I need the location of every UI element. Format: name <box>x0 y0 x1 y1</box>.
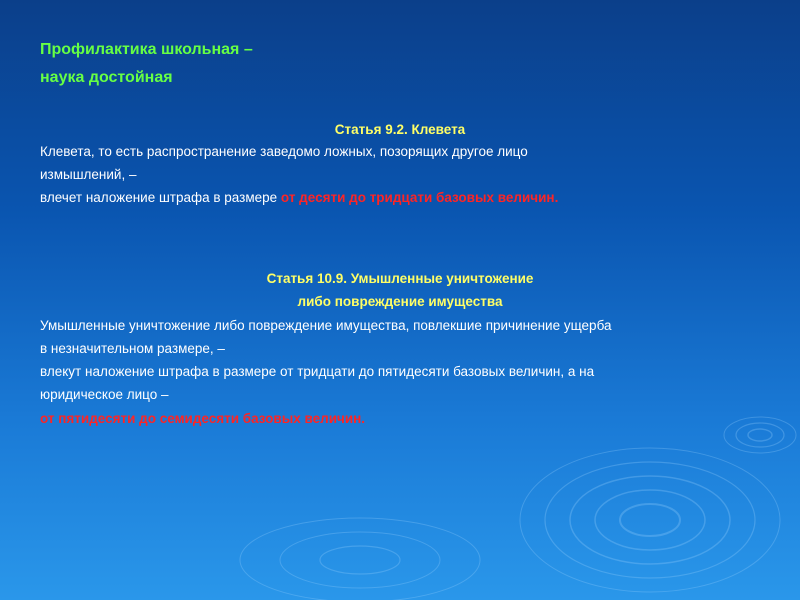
slide-title-line-2: наука достойная <box>40 69 173 86</box>
article-9-2-text-line-2: измышлений, – <box>40 167 137 182</box>
article-10-9-text-line-1: Умышленные уничтожение либо повреждение имущества, повлекшие причинение ущерба <box>40 318 612 333</box>
article-9-2-penalty-prefix: влечет наложение штрафа в размере <box>40 190 281 205</box>
article-9-2-text-line-1: Клевета, то есть распространение заведомо ложных, позорящих другое лицо <box>40 144 528 159</box>
slide-title-line-1: Профилактика школьная – <box>40 41 253 58</box>
article-10-9-heading-line-1: Статья 10.9. Умышленные уничтожение <box>266 271 534 286</box>
article-9-2-penalty-amount: от десяти до тридцати базовых величин. <box>280 190 559 205</box>
article-9-2-heading: Статья 9.2. Клевета <box>334 122 466 137</box>
article-9-2-penalty-line <box>40 190 558 206</box>
article-10-9-text-line-3: влекут наложение штрафа в размере от тридцати до пятидесяти базовых величин, а на <box>40 364 595 379</box>
article-10-9-penalty-amount: от пятидесяти до семидесяти базовых величин. <box>40 411 366 426</box>
article-10-9-heading-line-2: либо повреждение имущества <box>297 294 503 309</box>
article-10-9-text-line-2: в незначительном размере, – <box>40 341 225 356</box>
article-10-9-text-line-4: юридическое лицо – <box>40 387 169 402</box>
